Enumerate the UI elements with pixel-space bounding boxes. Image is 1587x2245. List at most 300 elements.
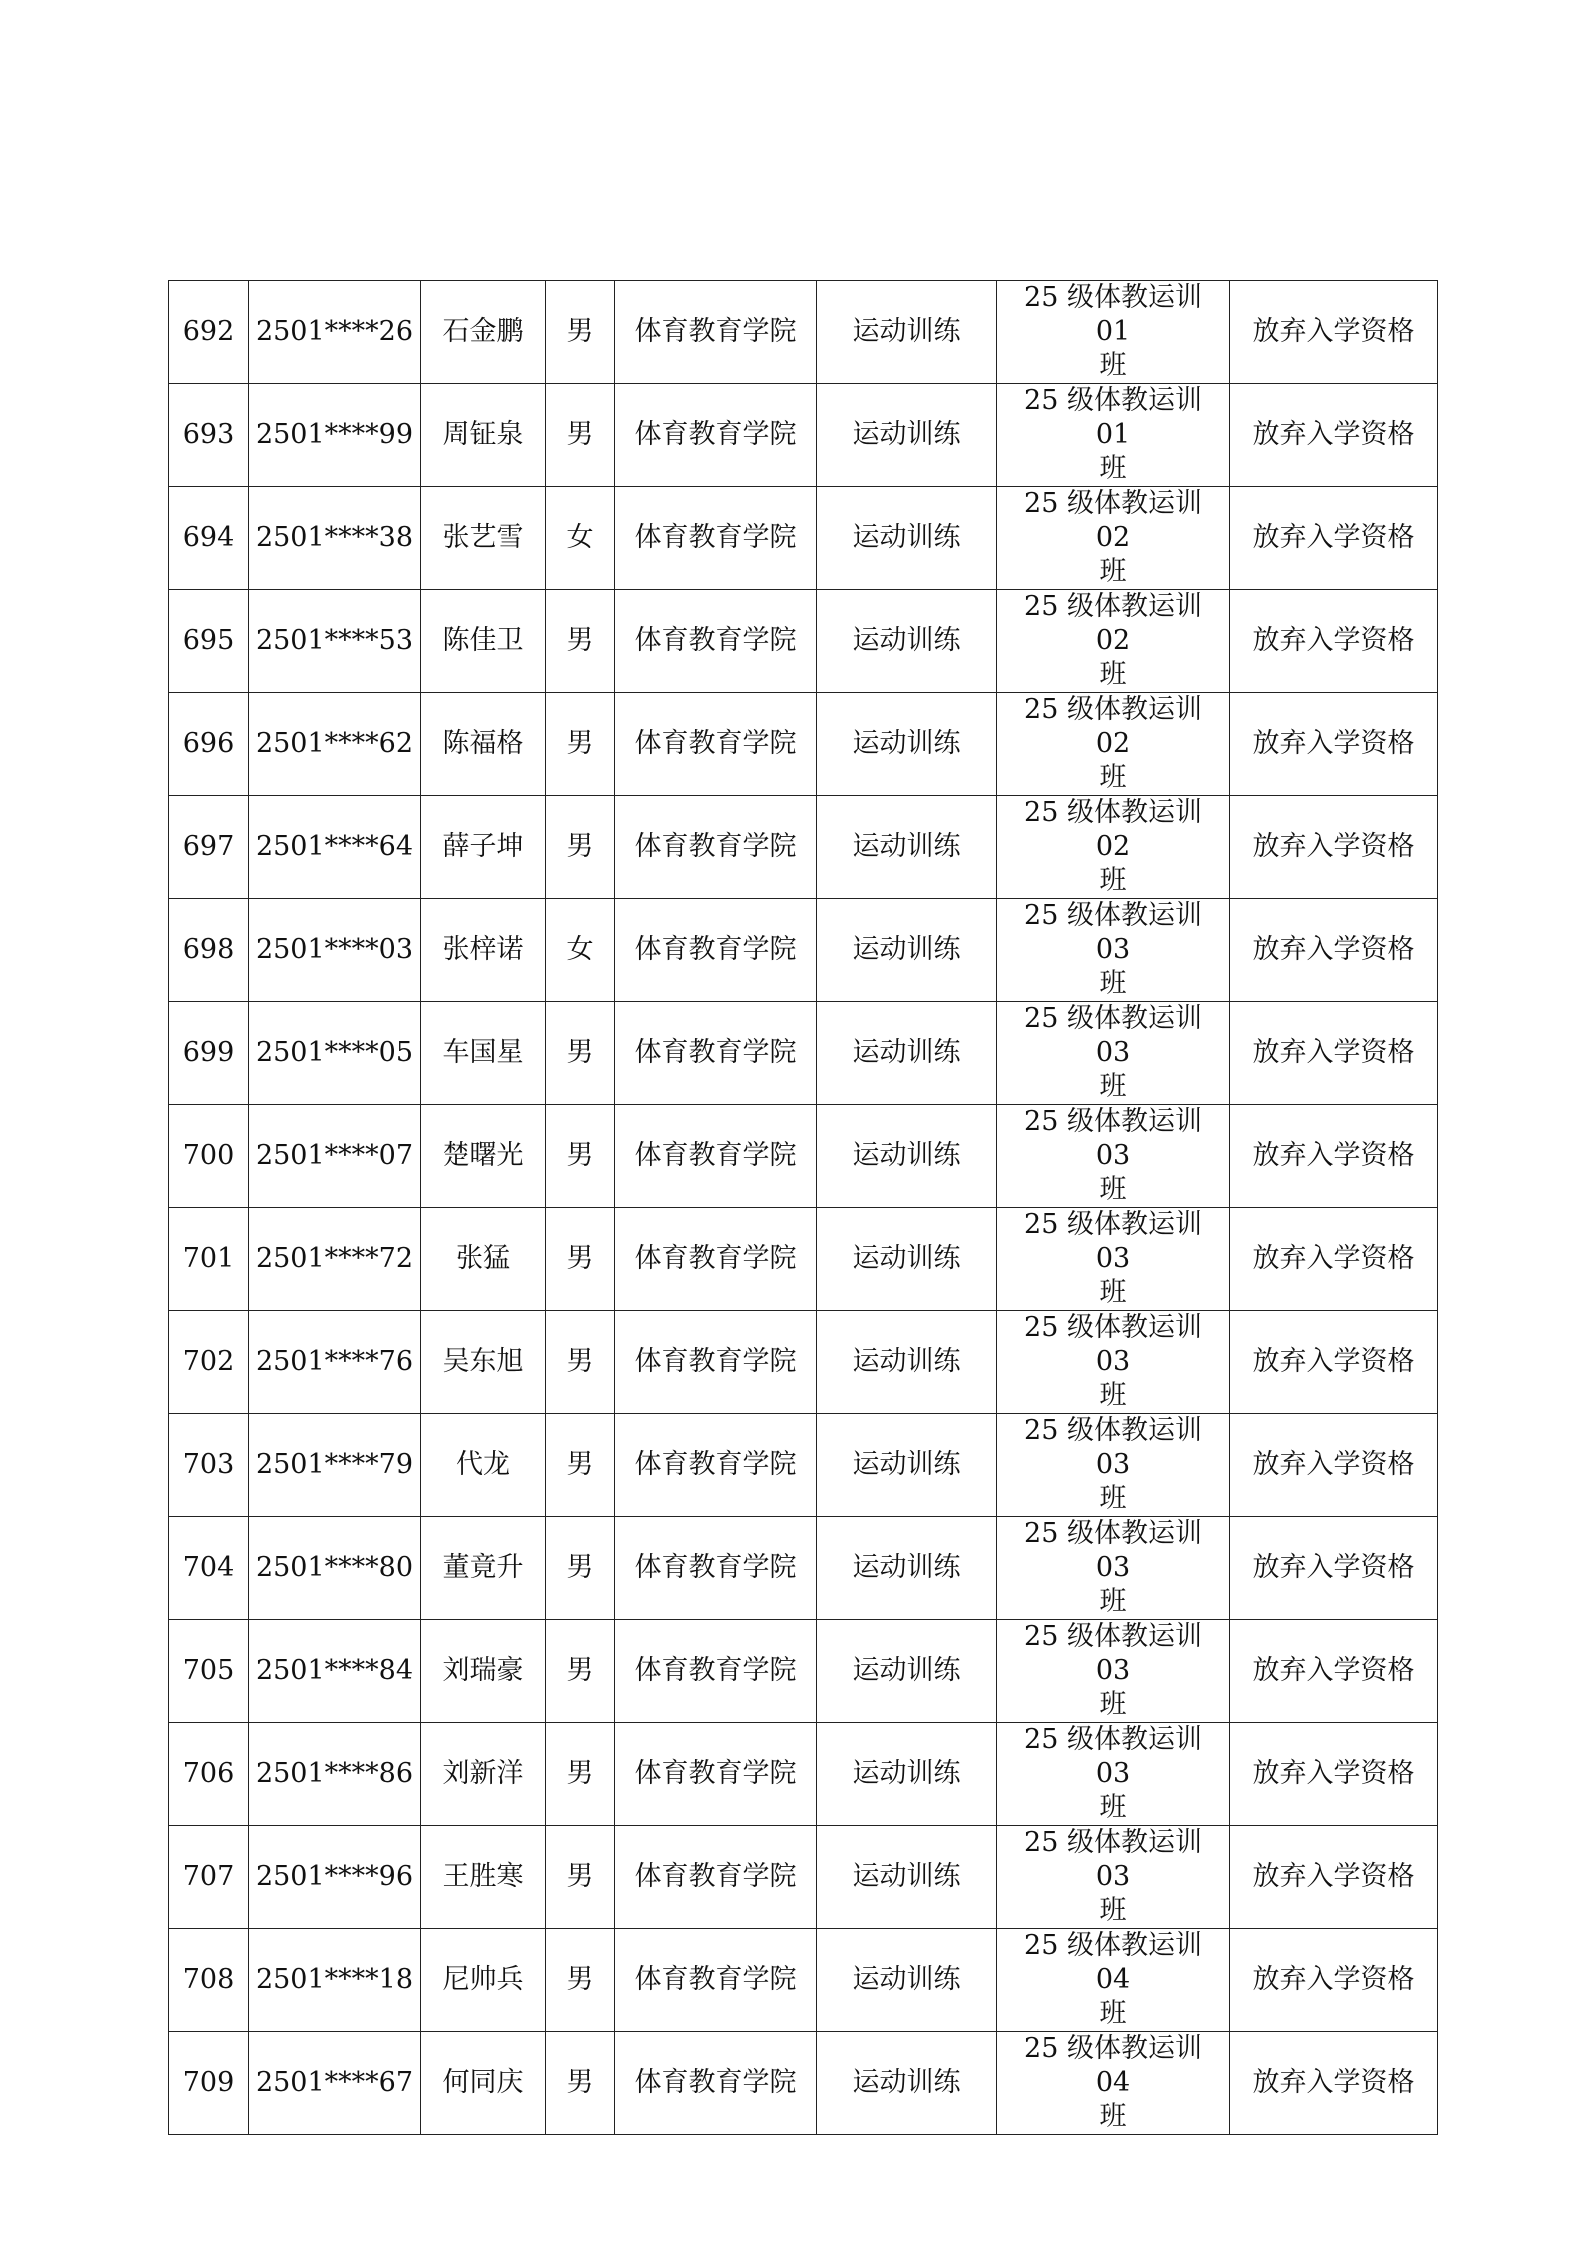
class-name [997, 1311, 1230, 1414]
table-row [169, 384, 1438, 487]
cell-class-line2: 班 [1099, 762, 1127, 793]
cell-college: 体育教育学院 [634, 522, 797, 553]
student-name [421, 1929, 546, 2032]
row-number [169, 1002, 249, 1105]
cell-no: 700 [182, 1140, 235, 1171]
student-name [421, 1517, 546, 1620]
cell-class-line1: 25 级体教运训 03 [1024, 1518, 1202, 1583]
cell-class-line2: 班 [1099, 1380, 1127, 1411]
cell-no: 704 [182, 1552, 235, 1583]
college-name [615, 1105, 817, 1208]
cell-id: 2501****96 [255, 1861, 414, 1892]
cell-no: 705 [182, 1655, 235, 1686]
cell-class-line2: 班 [1099, 1483, 1127, 1514]
college-name [615, 796, 817, 899]
cell-no: 707 [182, 1861, 235, 1892]
student-name [421, 1311, 546, 1414]
student-name [421, 693, 546, 796]
cell-no: 698 [182, 934, 235, 965]
cell-college: 体育教育学院 [634, 1655, 797, 1686]
cell-major: 运动训练 [852, 522, 961, 553]
cell-college: 体育教育学院 [634, 419, 797, 450]
student-name [421, 281, 546, 384]
cell-major: 运动训练 [852, 1243, 961, 1274]
cell-class-line2: 班 [1099, 1689, 1127, 1720]
student-id [249, 796, 421, 899]
student-gender [546, 1208, 615, 1311]
cell-college: 体育教育学院 [634, 1037, 797, 1068]
student-name [421, 1620, 546, 1723]
major-name [817, 1105, 997, 1208]
cell-gender: 男 [566, 1552, 594, 1583]
cell-major: 运动训练 [852, 1861, 961, 1892]
major-name [817, 1826, 997, 1929]
cell-class-line2: 班 [1099, 1792, 1127, 1823]
student-id [249, 1723, 421, 1826]
cell-no: 694 [182, 522, 235, 553]
student-id [249, 1311, 421, 1414]
cell-major: 运动训练 [852, 316, 961, 347]
cell-class-line1: 25 级体教运训 03 [1024, 1827, 1202, 1892]
cell-college: 体育教育学院 [634, 1758, 797, 1789]
cell-college: 体育教育学院 [634, 2067, 797, 2098]
major-name [817, 281, 997, 384]
cell-major: 运动训练 [852, 625, 961, 656]
cell-class-line2: 班 [1099, 556, 1127, 587]
student-gender [546, 1517, 615, 1620]
student-id [249, 1208, 421, 1311]
cell-id: 2501****84 [255, 1655, 414, 1686]
row-number [169, 1826, 249, 1929]
cell-class-line1: 25 级体教运训 03 [1024, 1106, 1202, 1171]
cell-name: 刘新洋 [442, 1758, 524, 1789]
major-name [817, 1414, 997, 1517]
college-name [615, 487, 817, 590]
cell-name: 王胜寒 [442, 1861, 524, 1892]
college-name [615, 1620, 817, 1723]
table-row [169, 1002, 1438, 1105]
college-name [615, 1002, 817, 1105]
cell-class-line1: 25 级体教运训 01 [1024, 385, 1202, 450]
cell-status: 放弃入学资格 [1252, 1552, 1415, 1583]
cell-no: 702 [182, 1346, 235, 1377]
cell-college: 体育教育学院 [634, 1346, 797, 1377]
cell-college: 体育教育学院 [634, 1552, 797, 1583]
cell-id: 2501****80 [255, 1552, 414, 1583]
cell-class-line1: 25 级体教运训 02 [1024, 591, 1202, 656]
cell-id: 2501****53 [255, 625, 414, 656]
cell-no: 696 [182, 728, 235, 759]
student-id [249, 281, 421, 384]
cell-name: 楚曙光 [442, 1140, 524, 1171]
cell-class-line1: 25 级体教运训 03 [1024, 1209, 1202, 1274]
student-id [249, 1620, 421, 1723]
row-number [169, 1208, 249, 1311]
row-number [169, 1517, 249, 1620]
cell-gender: 男 [566, 1758, 594, 1789]
cell-status: 放弃入学资格 [1252, 1243, 1415, 1274]
cell-name: 周钲泉 [442, 419, 524, 450]
table-row [169, 899, 1438, 1002]
cell-class-line2: 班 [1099, 1174, 1127, 1205]
cell-status: 放弃入学资格 [1252, 1655, 1415, 1686]
cell-major: 运动训练 [852, 934, 961, 965]
college-name [615, 1929, 817, 2032]
student-id [249, 487, 421, 590]
cell-name: 陈福格 [442, 728, 524, 759]
table-row [169, 1208, 1438, 1311]
student-id [249, 899, 421, 1002]
cell-status: 放弃入学资格 [1252, 419, 1415, 450]
row-number [169, 384, 249, 487]
student-gender [546, 487, 615, 590]
cell-class-line2: 班 [1099, 968, 1127, 999]
cell-class-line1: 25 级体教运训 03 [1024, 1415, 1202, 1480]
college-name [615, 1414, 817, 1517]
enrollment-status [1230, 487, 1438, 590]
college-name [615, 2032, 817, 2135]
major-name [817, 1620, 997, 1723]
student-gender [546, 693, 615, 796]
cell-gender: 男 [566, 1655, 594, 1686]
enrollment-status [1230, 1414, 1438, 1517]
table-row [169, 590, 1438, 693]
cell-name: 陈佳卫 [442, 625, 524, 656]
row-number [169, 796, 249, 899]
class-name [997, 1826, 1230, 1929]
row-number [169, 487, 249, 590]
cell-gender: 男 [566, 1861, 594, 1892]
cell-id: 2501****99 [255, 419, 414, 450]
table-row [169, 693, 1438, 796]
student-name [421, 1208, 546, 1311]
cell-class-line2: 班 [1099, 659, 1127, 690]
class-name [997, 1105, 1230, 1208]
enrollment-status [1230, 1002, 1438, 1105]
cell-class-line1: 25 级体教运训 04 [1024, 1930, 1202, 1995]
student-name [421, 1723, 546, 1826]
cell-no: 706 [182, 1758, 235, 1789]
college-name [615, 384, 817, 487]
student-id [249, 590, 421, 693]
student-id [249, 1414, 421, 1517]
student-gender [546, 2032, 615, 2135]
college-name [615, 1826, 817, 1929]
cell-status: 放弃入学资格 [1252, 522, 1415, 553]
cell-class-line2: 班 [1099, 1586, 1127, 1617]
enrollment-status [1230, 796, 1438, 899]
table-row [169, 1620, 1438, 1723]
cell-gender: 女 [566, 934, 594, 965]
student-gender [546, 1105, 615, 1208]
student-gender [546, 590, 615, 693]
major-name [817, 1929, 997, 2032]
cell-id: 2501****86 [255, 1758, 414, 1789]
cell-status: 放弃入学资格 [1252, 2067, 1415, 2098]
enrollment-status [1230, 1105, 1438, 1208]
college-name [615, 1311, 817, 1414]
cell-name: 尼帅兵 [442, 1964, 524, 1995]
cell-id: 2501****72 [255, 1243, 414, 1274]
student-name [421, 1414, 546, 1517]
cell-major: 运动训练 [852, 419, 961, 450]
table-row [169, 1929, 1438, 2032]
student-name [421, 899, 546, 1002]
cell-college: 体育教育学院 [634, 625, 797, 656]
student-id [249, 1929, 421, 2032]
cell-status: 放弃入学资格 [1252, 1449, 1415, 1480]
cell-no: 693 [182, 419, 235, 450]
cell-status: 放弃入学资格 [1252, 831, 1415, 862]
student-id [249, 1826, 421, 1929]
college-name [615, 1517, 817, 1620]
enrollment-status [1230, 693, 1438, 796]
cell-status: 放弃入学资格 [1252, 1037, 1415, 1068]
cell-class-line2: 班 [1099, 1277, 1127, 1308]
cell-status: 放弃入学资格 [1252, 934, 1415, 965]
class-name [997, 1517, 1230, 1620]
enrollment-status [1230, 384, 1438, 487]
class-name [997, 899, 1230, 1002]
major-name [817, 1002, 997, 1105]
table-row [169, 796, 1438, 899]
cell-status: 放弃入学资格 [1252, 625, 1415, 656]
row-number [169, 2032, 249, 2135]
cell-class-line2: 班 [1099, 1998, 1127, 2029]
class-name [997, 1620, 1230, 1723]
college-name [615, 1723, 817, 1826]
table-row [169, 1723, 1438, 1826]
cell-class-line1: 25 级体教运训 02 [1024, 694, 1202, 759]
cell-major: 运动训练 [852, 2067, 961, 2098]
cell-status: 放弃入学资格 [1252, 316, 1415, 347]
cell-major: 运动训练 [852, 1449, 961, 1480]
cell-major: 运动训练 [852, 1346, 961, 1377]
cell-gender: 男 [566, 419, 594, 450]
student-gender [546, 1002, 615, 1105]
student-id [249, 693, 421, 796]
student-gender [546, 1723, 615, 1826]
student-id [249, 384, 421, 487]
cell-college: 体育教育学院 [634, 1140, 797, 1171]
student-gender [546, 1826, 615, 1929]
cell-name: 代龙 [456, 1449, 510, 1480]
major-name [817, 796, 997, 899]
student-gender [546, 899, 615, 1002]
cell-gender: 男 [566, 728, 594, 759]
enrollment-status [1230, 899, 1438, 1002]
table-row [169, 1105, 1438, 1208]
class-name [997, 590, 1230, 693]
cell-class-line2: 班 [1099, 865, 1127, 896]
cell-major: 运动训练 [852, 831, 961, 862]
table-row [169, 1517, 1438, 1620]
cell-college: 体育教育学院 [634, 1449, 797, 1480]
cell-college: 体育教育学院 [634, 1861, 797, 1892]
enrollment-status [1230, 1826, 1438, 1929]
cell-college: 体育教育学院 [634, 831, 797, 862]
student-name [421, 2032, 546, 2135]
major-name [817, 384, 997, 487]
cell-id: 2501****18 [255, 1964, 414, 1995]
cell-status: 放弃入学资格 [1252, 1964, 1415, 1995]
enrollment-status [1230, 1620, 1438, 1723]
class-name [997, 1414, 1230, 1517]
cell-name: 车国星 [442, 1037, 524, 1068]
cell-id: 2501****26 [255, 316, 414, 347]
student-gender [546, 1929, 615, 2032]
cell-no: 703 [182, 1449, 235, 1480]
cell-no: 699 [182, 1037, 235, 1068]
college-name [615, 899, 817, 1002]
student-name [421, 1002, 546, 1105]
student-gender [546, 796, 615, 899]
cell-name: 薛子坤 [442, 831, 524, 862]
cell-class-line1: 25 级体教运训 03 [1024, 1724, 1202, 1789]
row-number [169, 590, 249, 693]
student-gender [546, 1311, 615, 1414]
student-gender [546, 281, 615, 384]
cell-no: 708 [182, 1964, 235, 1995]
cell-college: 体育教育学院 [634, 728, 797, 759]
major-name [817, 1208, 997, 1311]
table-row [169, 1311, 1438, 1414]
college-name [615, 693, 817, 796]
enrollment-status [1230, 1311, 1438, 1414]
major-name [817, 487, 997, 590]
cell-college: 体育教育学院 [634, 934, 797, 965]
student-id [249, 1517, 421, 1620]
cell-gender: 男 [566, 1449, 594, 1480]
cell-class-line1: 25 级体教运训 02 [1024, 797, 1202, 862]
cell-major: 运动训练 [852, 1964, 961, 1995]
class-name [997, 2032, 1230, 2135]
student-name [421, 1105, 546, 1208]
class-name [997, 384, 1230, 487]
enrollment-status [1230, 281, 1438, 384]
row-number [169, 1414, 249, 1517]
student-name [421, 1826, 546, 1929]
cell-name: 张梓诺 [442, 934, 524, 965]
major-name [817, 1723, 997, 1826]
cell-id: 2501****07 [255, 1140, 414, 1171]
major-name [817, 1517, 997, 1620]
enrollment-status [1230, 2032, 1438, 2135]
cell-gender: 男 [566, 1346, 594, 1377]
cell-status: 放弃入学资格 [1252, 1346, 1415, 1377]
cell-class-line1: 25 级体教运训 02 [1024, 488, 1202, 553]
cell-name: 石金鹏 [442, 316, 524, 347]
class-name [997, 1208, 1230, 1311]
enrollment-status [1230, 590, 1438, 693]
row-number [169, 281, 249, 384]
cell-gender: 女 [566, 522, 594, 553]
cell-id: 2501****62 [255, 728, 414, 759]
enrollment-status [1230, 1723, 1438, 1826]
cell-class-line2: 班 [1099, 1071, 1127, 1102]
cell-id: 2501****64 [255, 831, 414, 862]
college-name [615, 590, 817, 693]
class-name [997, 487, 1230, 590]
class-name [997, 1929, 1230, 2032]
cell-status: 放弃入学资格 [1252, 1758, 1415, 1789]
cell-name: 张艺雪 [442, 522, 524, 553]
cell-id: 2501****76 [255, 1346, 414, 1377]
cell-gender: 男 [566, 1140, 594, 1171]
cell-major: 运动训练 [852, 1655, 961, 1686]
cell-gender: 男 [566, 2067, 594, 2098]
row-number [169, 1929, 249, 2032]
table-row [169, 2032, 1438, 2135]
enrollment-status [1230, 1208, 1438, 1311]
major-name [817, 1311, 997, 1414]
major-name [817, 2032, 997, 2135]
cell-class-line1: 25 级体教运训 03 [1024, 1621, 1202, 1686]
enrollment-status [1230, 1517, 1438, 1620]
cell-class-line1: 25 级体教运训 03 [1024, 900, 1202, 965]
cell-id: 2501****38 [255, 522, 414, 553]
cell-class-line1: 25 级体教运训 03 [1024, 1312, 1202, 1377]
cell-major: 运动训练 [852, 1552, 961, 1583]
cell-major: 运动训练 [852, 728, 961, 759]
cell-id: 2501****67 [255, 2067, 414, 2098]
cell-name: 张猛 [456, 1243, 510, 1274]
row-number [169, 1311, 249, 1414]
major-name [817, 899, 997, 1002]
cell-name: 董竟升 [442, 1552, 524, 1583]
cell-class-line1: 25 级体教运训 04 [1024, 2033, 1202, 2098]
cell-status: 放弃入学资格 [1252, 1140, 1415, 1171]
cell-id: 2501****79 [255, 1449, 414, 1480]
college-name [615, 281, 817, 384]
major-name [817, 590, 997, 693]
row-number [169, 693, 249, 796]
cell-name: 吴东旭 [442, 1346, 524, 1377]
cell-id: 2501****03 [255, 934, 414, 965]
class-name [997, 281, 1230, 384]
cell-no: 697 [182, 831, 235, 862]
cell-status: 放弃入学资格 [1252, 1861, 1415, 1892]
cell-class-line2: 班 [1099, 350, 1127, 381]
cell-no: 709 [182, 2067, 235, 2098]
row-number [169, 1620, 249, 1723]
cell-no: 692 [182, 316, 235, 347]
student-id [249, 2032, 421, 2135]
class-name [997, 796, 1230, 899]
cell-gender: 男 [566, 1037, 594, 1068]
cell-college: 体育教育学院 [634, 1243, 797, 1274]
table-row [169, 1414, 1438, 1517]
cell-no: 695 [182, 625, 235, 656]
class-name [997, 1723, 1230, 1826]
student-gender [546, 1414, 615, 1517]
cell-no: 701 [182, 1243, 235, 1274]
enrollment-status [1230, 1929, 1438, 2032]
student-id [249, 1002, 421, 1105]
roster-body [169, 281, 1438, 2135]
cell-name: 刘瑞豪 [442, 1655, 524, 1686]
cell-status: 放弃入学资格 [1252, 728, 1415, 759]
student-roster-table [168, 280, 1438, 2135]
table-row [169, 1826, 1438, 1929]
cell-class-line2: 班 [1099, 1895, 1127, 1926]
student-name [421, 487, 546, 590]
class-name [997, 693, 1230, 796]
cell-gender: 男 [566, 1243, 594, 1274]
cell-gender: 男 [566, 1964, 594, 1995]
row-number [169, 899, 249, 1002]
student-id [249, 1105, 421, 1208]
